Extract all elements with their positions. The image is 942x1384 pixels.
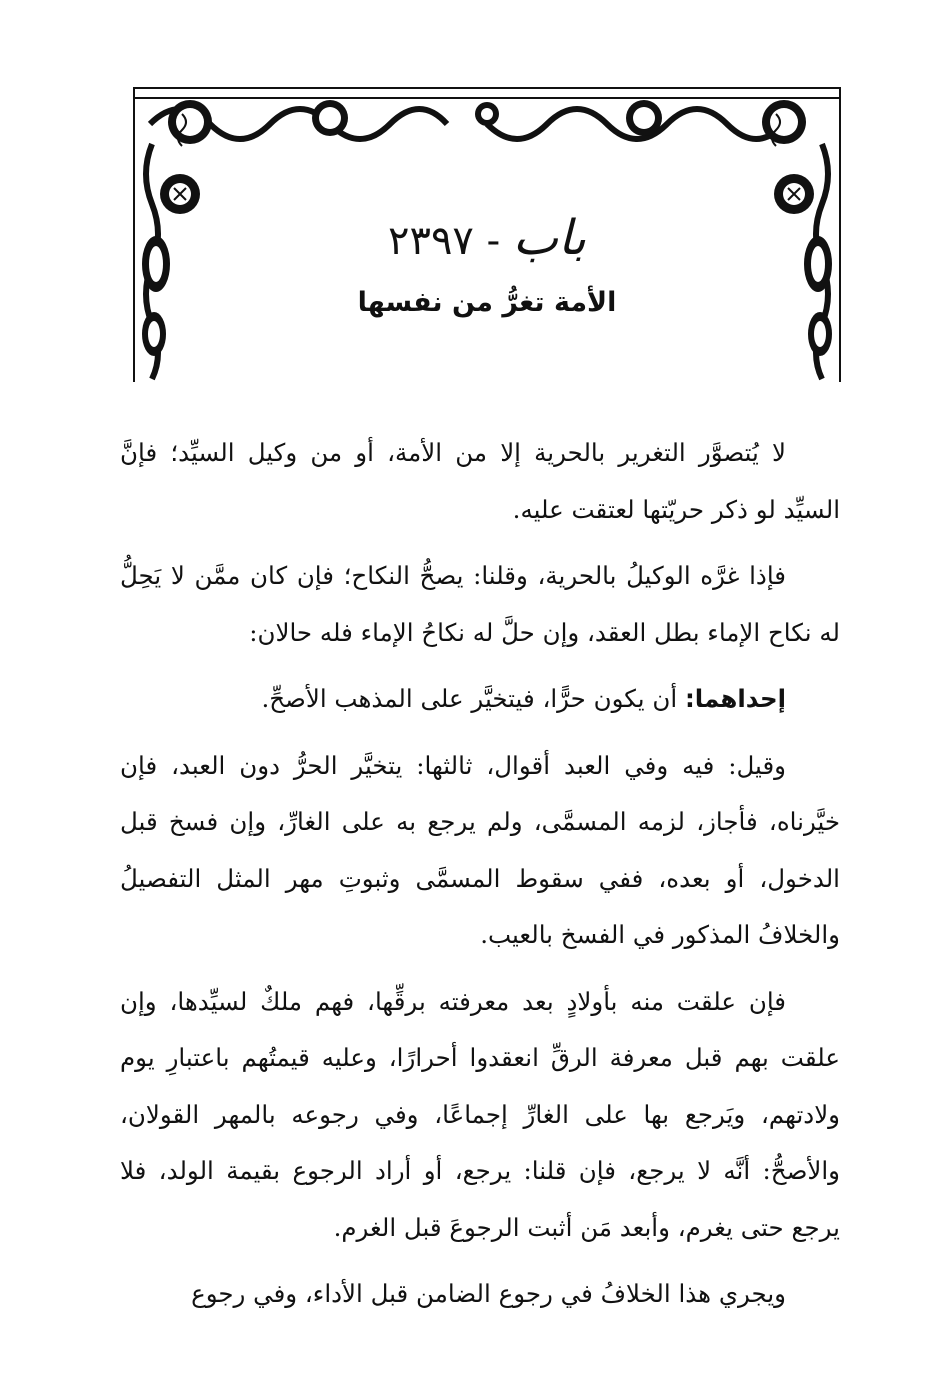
paragraph-4: وقيل: فيه وفي العبد أقوال، ثالثها: يتخيَّر الحرُّ دون العبد، فإن خيَّرناه، فأجاز، لزمه المسمَّى، ولم يرجع به على الغارِّ، وإن فسخ قبل الدخول، أو بعده، ففي سقوط المسمَّى وثبوتِ مهر المثل التفصيلُ والخلافُ المذكور في الفسخ بالعيب.	[120, 750, 840, 949]
chapter-title: الأمة تغرُّ من نفسها	[357, 287, 617, 318]
chapter-heading	[230, 210, 744, 323]
paragraph-6: ويجري هذا الخلافُ في رجوع الضامن قبل الأداء، وفي رجوع	[191, 1279, 786, 1308]
chapter-line	[230, 210, 744, 269]
paragraph-3-lead: إحداهما:	[684, 684, 786, 713]
paragraph-5: فإن علقت منه بأولادٍ بعد معرفته برقِّها، فهم ملكٌ لسيِّدها، وإن علقت بهم قبل معرفة الرقِّ انعقدوا أحرارًا، وعليه قيمتُهم باعتبارِ يوم ولادتهم، ويَرجع بها على الغارِّ إجماعًا، وفي رجوعه بالمهر القولان، والأصحُّ: أنَّه لا يرجع، فإن قلنا: يرجع، أو أراد الرجوع بقيمة الولد، فلا يرجع حتى يغرم، وأبعد مَن أثبت الرجوعَ قبل الغرم.	[120, 986, 840, 1242]
paragraph-1: لا يُتصوَّر التغرير بالحرية إلا من الأمة، أو من وكيل السيِّد؛ فإنَّ السيِّد لو ذكر حريّتها لعتقت عليه.	[120, 438, 840, 524]
chapter-dash: -	[486, 218, 501, 264]
chapter-number: ٢٣٩٧	[387, 218, 474, 264]
body-text	[120, 425, 840, 1333]
paragraph-3	[120, 671, 840, 728]
chapter-word: باب	[512, 210, 587, 266]
paragraph-2: فإذا غرَّه الوكيلُ بالحرية، وقلنا: يصحُّ النكاح؛ فإن كان ممَّن لا يَحِلُّ له نكاح الإماء بطل العقد، وإن حلَّ له نكاحُ الإماء فله حالان:	[120, 561, 840, 647]
paragraph-3-text: أن يكون حرًّا، فيتخيَّر على المذهب الأصحِّ.	[261, 684, 678, 713]
